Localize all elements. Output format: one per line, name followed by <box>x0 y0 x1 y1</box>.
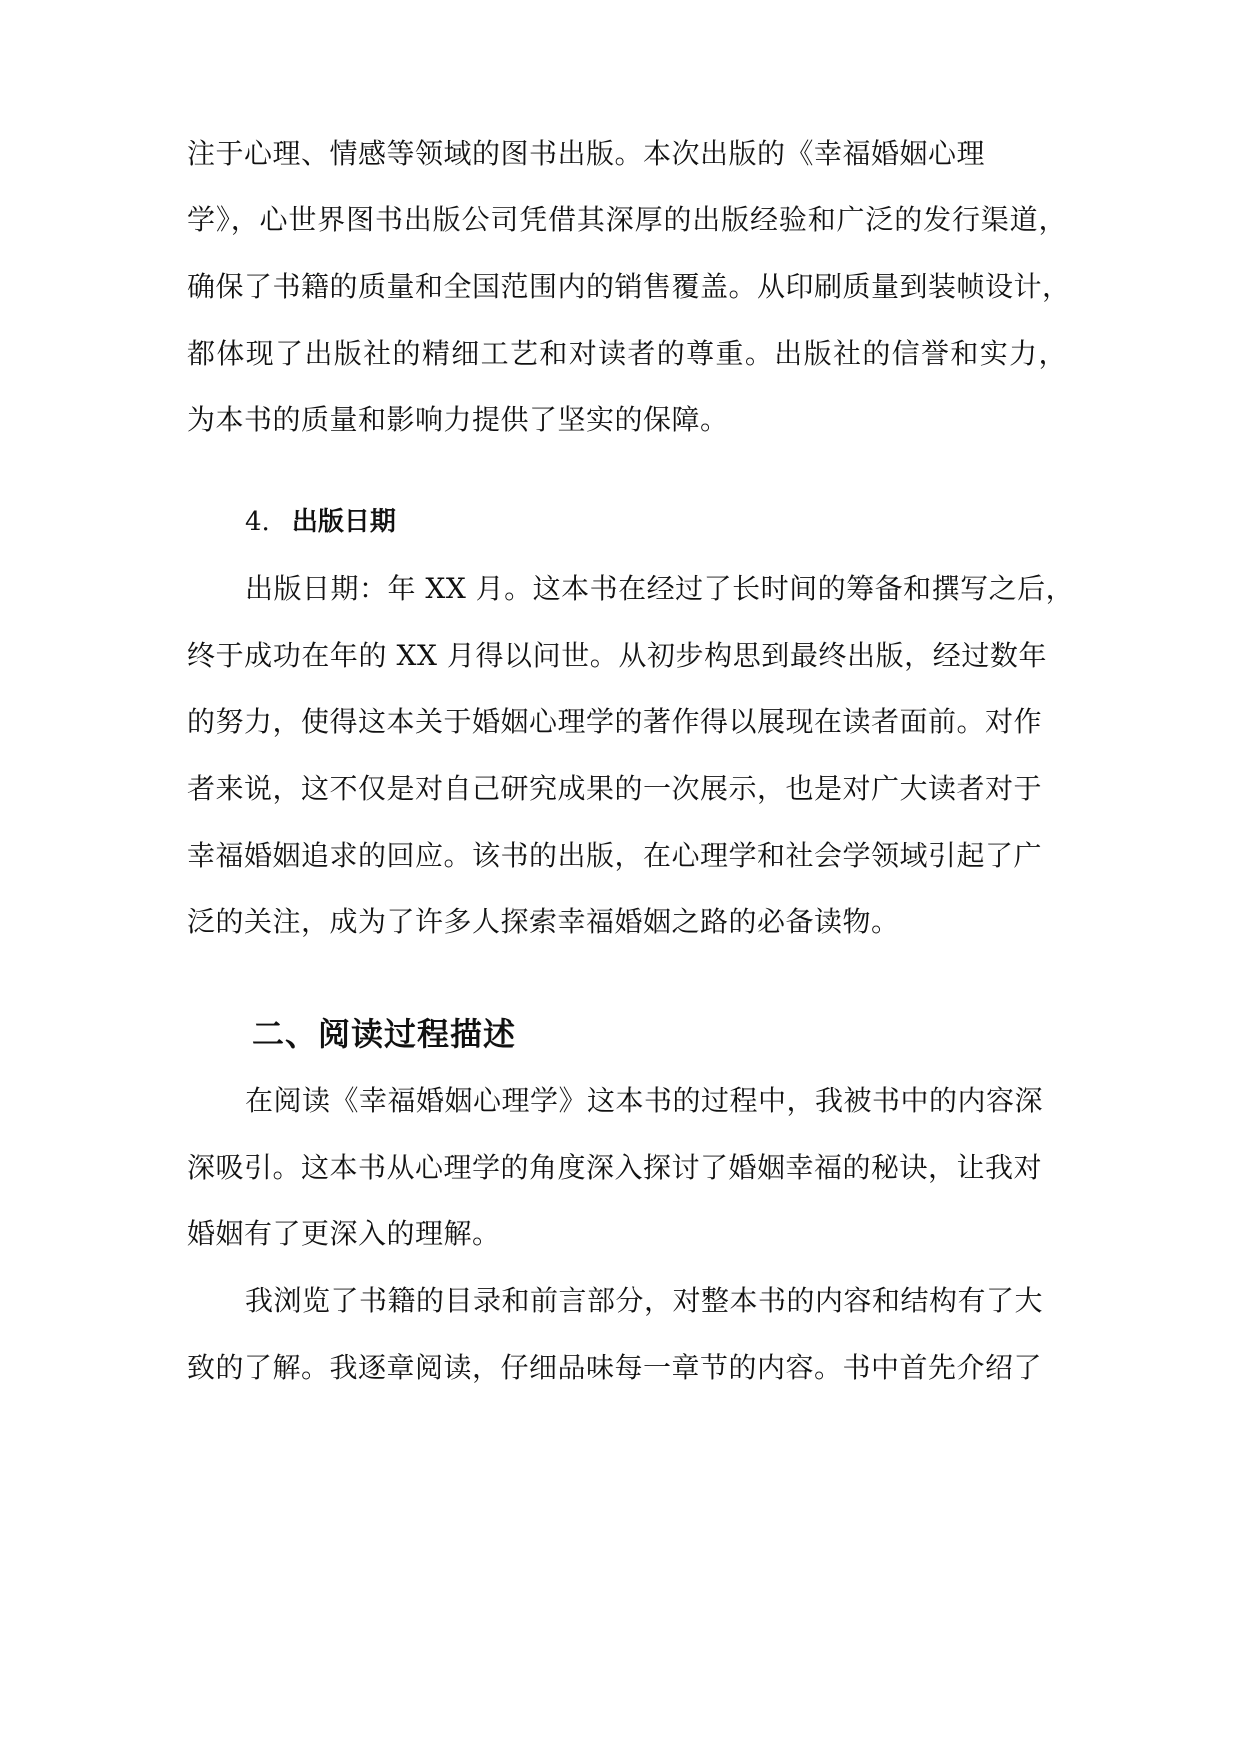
section-subheading <box>245 502 396 542</box>
section-subheading-text: 出版日期 <box>291 507 396 537</box>
section-heading: 二、阅读过程描述 <box>252 1015 517 1053</box>
section-number: 4. <box>245 507 270 537</box>
paragraph-line: 终于成功在年的 XX 月得以问世。从初步构思到最终出版，经过数年 <box>187 639 1047 672</box>
paragraph-line: 致的了解。我逐章阅读，仔细品味每一章节的内容。书中首先介绍了 <box>187 1351 1043 1384</box>
paragraph-line: 都体现了出版社的精细工艺和对读者的尊重。出版社的信誉和实力， <box>187 337 1067 370</box>
paragraph-line: 泛的关注，成为了许多人探索幸福婚姻之路的必备读物。 <box>187 905 900 938</box>
paragraph-line: 确保了书籍的质量和全国范围内的销售覆盖。从印刷质量到装帧设计， <box>187 270 1071 303</box>
paragraph-line: 的努力，使得这本关于婚姻心理学的著作得以展现在读者面前。对作 <box>187 705 1043 738</box>
paragraph-line: 出版日期：年 XX 月。这本书在经过了长时间的筹备和撰写之后， <box>245 572 1075 605</box>
paragraph-line: 为本书的质量和影响力提供了坚实的保障。 <box>187 403 729 436</box>
paragraph-line: 深吸引。这本书从心理学的角度深入探讨了婚姻幸福的秘诀，让我对 <box>187 1151 1043 1184</box>
paragraph-line: 婚姻有了更深入的理解。 <box>187 1217 501 1250</box>
paragraph-line: 我浏览了书籍的目录和前言部分，对整本书的内容和结构有了大 <box>245 1284 1044 1317</box>
paragraph-line: 在阅读《幸福婚姻心理学》这本书的过程中，我被书中的内容深 <box>245 1084 1044 1117</box>
paragraph-line: 幸福婚姻追求的回应。该书的出版，在心理学和社会学领域引起了广 <box>187 839 1043 872</box>
paragraph-line: 注于心理、情感等领域的图书出版。本次出版的《幸福婚姻心理 <box>187 137 986 170</box>
paragraph-line: 学》，心世界图书出版公司凭借其深厚的出版经验和广泛的发行渠道， <box>187 203 1067 236</box>
paragraph-line: 者来说，这不仅是对自己研究成果的一次展示，也是对广大读者对于 <box>187 772 1043 805</box>
